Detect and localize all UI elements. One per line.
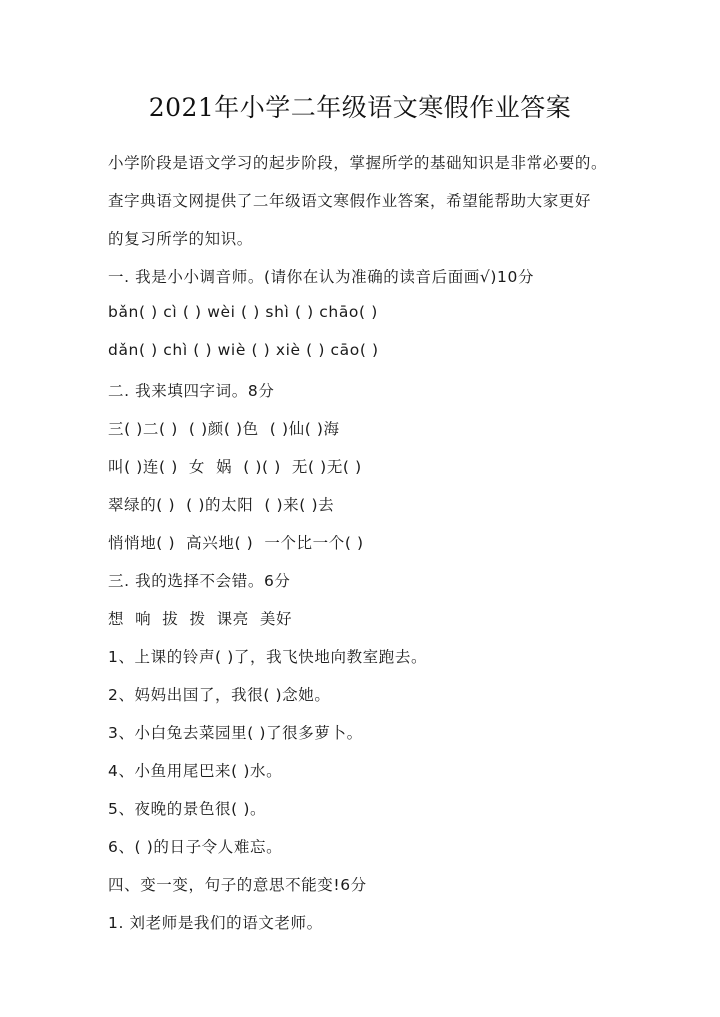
- pinyin-row-1: bǎn( ) cì ( ) wèi ( ) shì ( ) chāo( ): [108, 303, 378, 321]
- section-2-heading: 二. 我来填四字词。8分: [108, 382, 275, 400]
- idiom-row-4: 悄悄地( ) 高兴地( ) 一个比一个( ): [108, 534, 364, 552]
- section-4-heading: 四、变一变，句子的意思不能变!6分: [108, 876, 367, 894]
- sentence-1: 1. 刘老师是我们的语文老师。: [108, 914, 323, 932]
- intro-line-2: 查字典语文网提供了二年级语文寒假作业答案，希望能帮助大家更好: [108, 192, 592, 210]
- question-2: 2、妈妈出国了，我很( )念她。: [108, 686, 331, 704]
- question-6: 6、( )的日子令人难忘。: [108, 838, 283, 856]
- section-1-heading: 一. 我是小小调音师。(请你在认为准确的读音后面画√)10分: [108, 268, 535, 286]
- section-3-heading: 三. 我的选择不会错。6分: [108, 572, 291, 590]
- question-4: 4、小鱼用尾巴来( )水。: [108, 762, 283, 780]
- pinyin-row-2: dǎn( ) chì ( ) wiè ( ) xiè ( ) cāo( ): [108, 341, 379, 359]
- question-1: 1、上课的铃声( )了，我飞快地向教室跑去。: [108, 648, 428, 666]
- idiom-row-2: 叫( )连( ) 女 娲 ( )( ) 无( )无( ): [108, 458, 362, 476]
- idiom-row-1: 三( )二( ) ( )颜( )色 ( )仙( )海: [108, 420, 340, 438]
- question-5: 5、夜晚的景色很( )。: [108, 800, 267, 818]
- document-title: 2021年小学二年级语文寒假作业答案: [148, 93, 572, 122]
- question-3: 3、小白兔去菜园里( )了很多萝卜。: [108, 724, 363, 742]
- idiom-row-3: 翠绿的( ) ( )的太阳 ( )来( )去: [108, 496, 335, 514]
- intro-line-3: 的复习所学的知识。: [108, 230, 253, 248]
- word-choices: 想 响 拔 拨 课亮 美好: [108, 610, 293, 628]
- intro-line-1: 小学阶段是语文学习的起步阶段，掌握所学的基础知识是非常必要的。: [108, 154, 608, 172]
